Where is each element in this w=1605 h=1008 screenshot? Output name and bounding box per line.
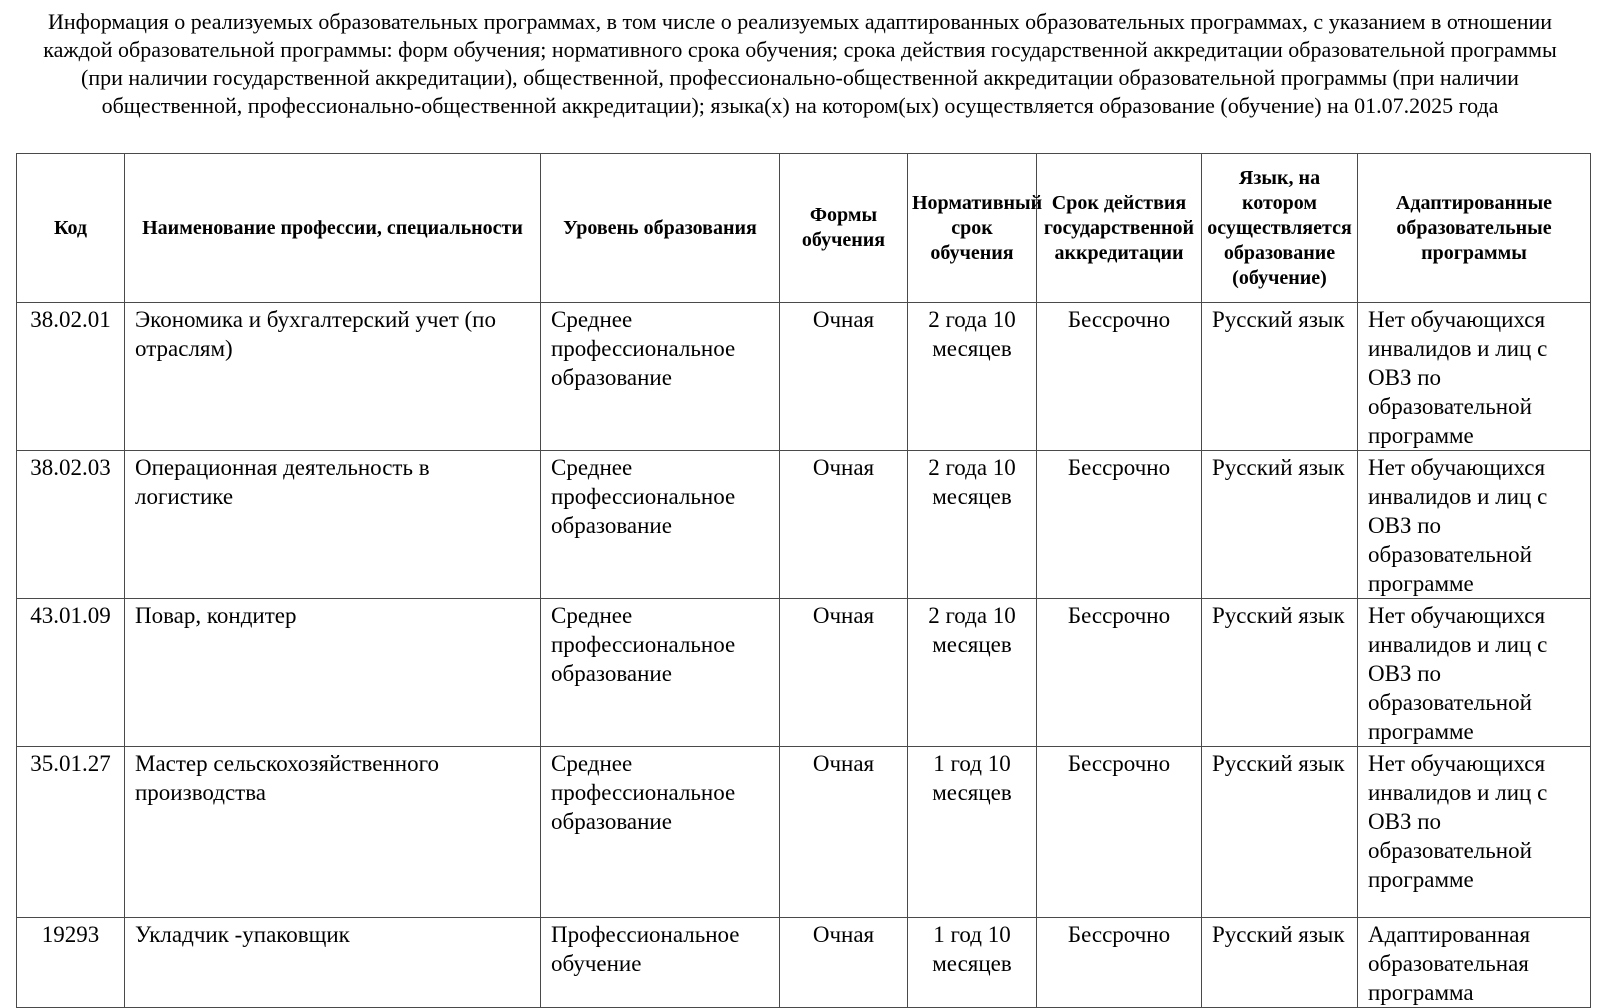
cell-language: Русский язык <box>1202 918 1358 1008</box>
header-name: Наименование профессии, специальности <box>125 154 541 303</box>
cell-term: 1 год 10 месяцев <box>908 747 1037 918</box>
cell-level: Среднее профессиональное образование <box>541 451 780 599</box>
table-row <box>17 918 1591 1008</box>
header-adapted: Адаптированные образовательные программы <box>1358 154 1591 303</box>
cell-term: 2 года 10 месяцев <box>908 451 1037 599</box>
cell-name: Операционная деятельность в логистике <box>125 451 541 599</box>
header-forms: Формы обучения <box>780 154 908 303</box>
cell-forms: Очная <box>780 918 908 1008</box>
header-level: Уровень образования <box>541 154 780 303</box>
cell-accreditation: Бессрочно <box>1037 303 1202 451</box>
cell-name: Экономика и бухгалтерский учет (по отраслям) <box>125 303 541 451</box>
table-header-row <box>17 154 1591 303</box>
header-language: Язык, на котором осуществляется образование (обучение) <box>1202 154 1358 303</box>
cell-code: 38.02.01 <box>17 303 125 451</box>
programs-table <box>16 153 1591 1008</box>
cell-level: Профессиональное обучение <box>541 918 780 1008</box>
cell-level: Среднее профессиональное образование <box>541 747 780 918</box>
cell-adapted: Адаптированная образовательная программа <box>1358 918 1591 1008</box>
cell-term: 1 год 10 месяцев <box>908 918 1037 1008</box>
cell-forms: Очная <box>780 451 908 599</box>
cell-forms: Очная <box>780 747 908 918</box>
cell-adapted: Нет обучающихся инвалидов и лиц с ОВЗ по образовательной программе <box>1358 747 1591 918</box>
header-term: Нормативный срок обучения <box>908 154 1037 303</box>
cell-forms: Очная <box>780 599 908 747</box>
cell-adapted: Нет обучающихся инвалидов и лиц с ОВЗ по образовательной программе <box>1358 451 1591 599</box>
cell-language: Русский язык <box>1202 747 1358 918</box>
header-accreditation: Срок действия государственной аккредитации <box>1037 154 1202 303</box>
cell-language: Русский язык <box>1202 303 1358 451</box>
cell-language: Русский язык <box>1202 599 1358 747</box>
cell-name: Повар, кондитер <box>125 599 541 747</box>
cell-level: Среднее профессиональное образование <box>541 303 780 451</box>
table-row <box>17 599 1591 747</box>
cell-accreditation: Бессрочно <box>1037 451 1202 599</box>
cell-name: Укладчик -упаковщик <box>125 918 541 1008</box>
cell-accreditation: Бессрочно <box>1037 747 1202 918</box>
document-title: Информация о реализуемых образовательных программах, в том числе о реализуемых адаптированных образовательных программах, с указанием в отношении каждой образовательной программы: форм обучения; нормативного срока обучения; срока действия государственной аккредитации образовательной программы (при наличии государственной аккредитации), общественной, профессионально-общественной аккредитации образовательной программы (при наличии общественной, профессионально-общественной аккредитации); языка(х) на котором(ых) осуществляется образование (обучение) на 01.07.2025 года <box>43 9 1557 118</box>
table-row <box>17 303 1591 451</box>
table-row <box>17 451 1591 599</box>
cell-code: 43.01.09 <box>17 599 125 747</box>
cell-name: Мастер сельскохозяйственного производства <box>125 747 541 918</box>
cell-accreditation: Бессрочно <box>1037 599 1202 747</box>
table-row <box>17 747 1591 918</box>
cell-accreditation: Бессрочно <box>1037 918 1202 1008</box>
cell-level: Среднее профессиональное образование <box>541 599 780 747</box>
cell-forms: Очная <box>780 303 908 451</box>
cell-term: 2 года 10 месяцев <box>908 303 1037 451</box>
cell-code: 38.02.03 <box>17 451 125 599</box>
cell-code: 19293 <box>17 918 125 1008</box>
cell-language: Русский язык <box>1202 451 1358 599</box>
cell-adapted: Нет обучающихся инвалидов и лиц с ОВЗ по образовательной программе <box>1358 599 1591 747</box>
header-code: Код <box>17 154 125 303</box>
cell-adapted: Нет обучающихся инвалидов и лиц с ОВЗ по образовательной программе <box>1358 303 1591 451</box>
cell-term: 2 года 10 месяцев <box>908 599 1037 747</box>
cell-code: 35.01.27 <box>17 747 125 918</box>
